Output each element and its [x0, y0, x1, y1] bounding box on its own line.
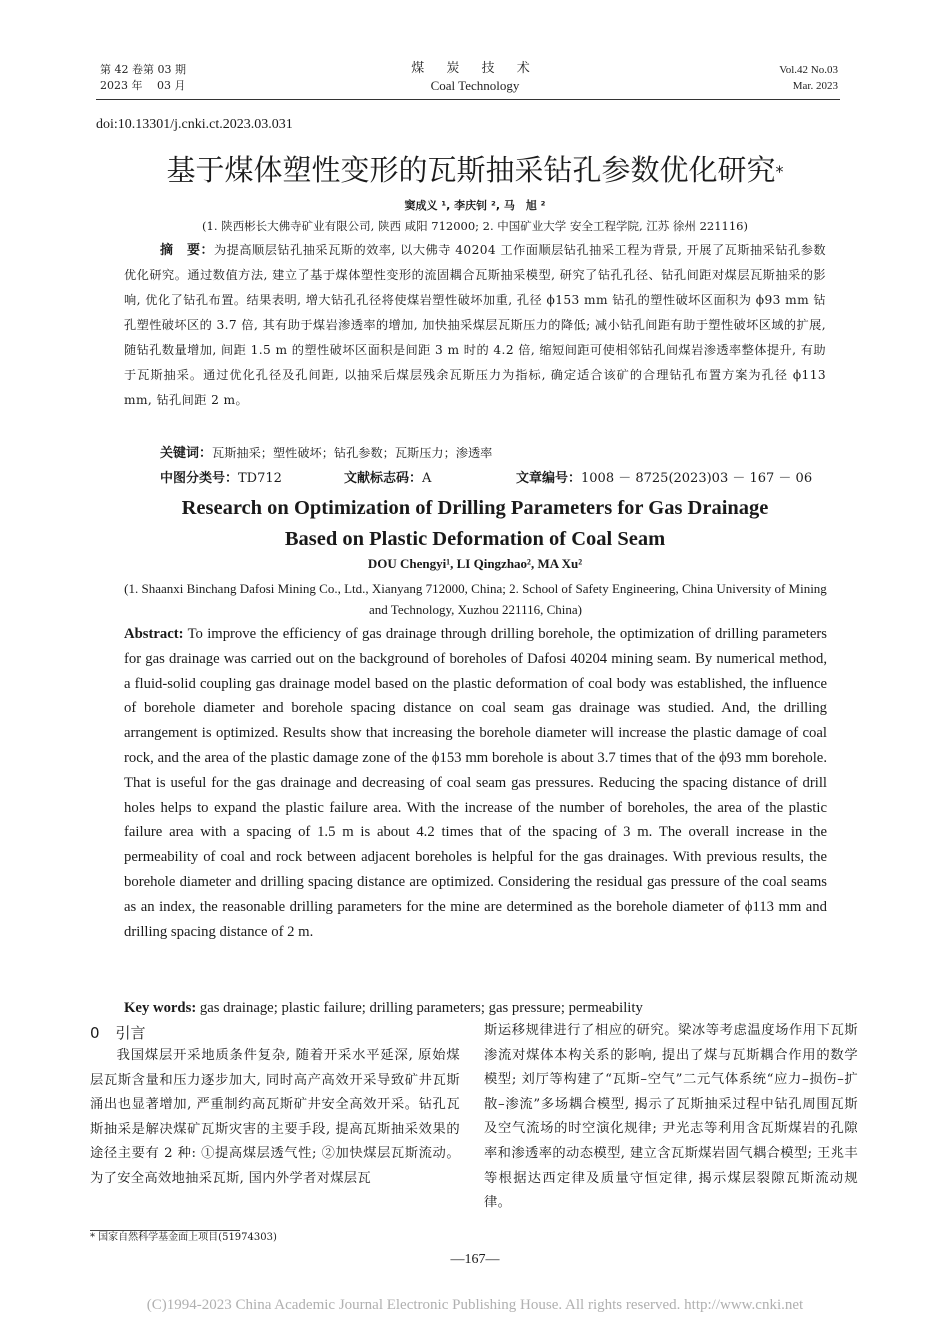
volume-issue-en: Vol.42 No.03 [779, 64, 838, 76]
keywords-cn-label: 关键词： [160, 446, 213, 461]
header-divider [96, 99, 840, 100]
authors-en: DOU Chengyi¹, LI Qingzhao², MA Xu² [367, 556, 583, 571]
authors-cn: 窦成义 ¹, 李庆钊 ², 马 旭 ² [404, 199, 546, 212]
paper-title-en-line2: Based on Plastic Deformation of Coal Seam [284, 528, 666, 550]
journal-name-en: Coal Technology [430, 78, 520, 93]
article-label: 文章编号： [516, 471, 582, 486]
intro-paragraph-left: 我国煤层开采地质条件复杂, 随着开采水平延深, 原始煤层瓦斯含量和压力逐步加大, 同时高产高效开采导致矿井瓦斯涌出也显著增加, 严重制约高瓦斯矿井安全高效开采。钻孔瓦斯抽采是解决煤矿瓦斯灾害的主要手段, 提高瓦斯抽采效果的途径主要有 2 种: ①提高煤层透气性; ②加快煤层瓦斯流动。为了安全高效地抽采瓦斯, 国内外学者对煤层瓦 [90, 1048, 460, 1186]
keywords-en-label: Key words: [124, 1000, 197, 1016]
year-month: 2023 年 03 月 [100, 79, 186, 92]
clc-value: TD712 [238, 471, 282, 486]
journal-name-cn: 煤 炭 技 术 [411, 61, 539, 76]
affiliation-cn: (1. 陕西彬长大佛寺矿业有限公司, 陕西 咸阳 712000; 2. 中国矿业大学 安全工程学院, 江苏 徐州 221116) [202, 219, 748, 233]
doc-label: 文献标志码： [344, 471, 423, 486]
section-number: 0 [90, 1024, 100, 1042]
abstract-cn-label: 摘 要： [160, 243, 214, 258]
abstract-en-text: To improve the efficiency of gas drainage through drilling borehole, the optimization of drilling parameters for gas drainage was carried out on the background of boreholes of Dafosi 40204 mining seam. By numerical method, a fluid-solid coupling gas drainage model based on the plastic deformation of coal body was established, the influence of borehole diameter and borehole spacing distance on coal seam gas drainage was studied. And, the drilling arrangement is optimized. Results show that increasing the borehole diameter will increase the plastic damage of coal rock, and the area of the plastic damage zone of the ϕ153 mm borehole is about 3.7 times that of the ϕ93 mm borehole. That is useful for the gas drainage and decreasing of coal seam gas pressures. Reducing the spacing distance of drill holes helps to expand the plastic failure area. With the increase of the number of boreholes, the area of the plastic failure area with a spacing of 1.5 m is about 4.2 times that of the spacing of 3 m. The overall increase in the permeability of coal and rock between adjacent boreholes is helpful for the gas drainages. With previous results, the borehole diameter and drilling spacing distance are optimized. Considering the residual gas pressure of the coal seams as an index, the reasonable drilling parameters for the mine are determined as the borehole diameter of ϕ113 mm and drilling spacing distance of 2 m. [124, 626, 827, 940]
article-number [516, 468, 812, 490]
keywords-cn-text: 瓦斯抽采；塑性破坏；钻孔参数；瓦斯压力；渗透率 [212, 446, 493, 460]
abstract-en-label: Abstract: [124, 626, 184, 642]
volume-issue: 第 42 卷第 03 期 [100, 63, 186, 76]
funding-mark: * [775, 162, 784, 181]
clc-label: 中图分类号： [160, 471, 239, 486]
copyright-watermark: (C)1994-2023 China Academic Journal Electronic Publishing House. All rights reserved. http://www.cnki.net [146, 1297, 804, 1313]
section-title: 引言 [115, 1024, 146, 1042]
page-number: —167— [450, 1252, 500, 1267]
paper-title-cn-text: 基于煤体塑性变形的瓦斯抽采钻孔参数优化研究 [166, 153, 776, 187]
abstract-en [124, 622, 827, 944]
journal-volume-info-en [779, 62, 838, 94]
intro-paragraph-right: 斯运移规律进行了相应的研究。梁冰等考虑温度场作用下瓦斯渗流对煤体本构关系的影响, 提出了煤与瓦斯耦合作用的数学模型; 刘厅等构建了“瓦斯–空气”二元气体系统“应力–损伤–扩散–渗流”多场耦合模型, 揭示了瓦斯抽采过程中钻孔周围瓦斯及空气流场的时空演化规律; 尹光志等利用含瓦斯煤岩的孔隙率和渗透率的动态模型, 建立含瓦斯煤岩固气耦合模型; 王兆丰等根据达西定律及质量守恒定律, 揭示煤层裂隙瓦斯流动规律。 [484, 1023, 858, 1211]
paper-title-cn [60, 150, 890, 190]
abstract-cn-text: 为提高顺层钻孔抽采瓦斯的效率, 以大佛寺 40204 工作面顺层钻孔抽采工程为背景, 开展了瓦斯抽采钻孔参数优化研究。通过数值方法, 建立了基于煤体塑性变形的流固耦合瓦斯抽采模型, 研究了钻孔孔径、钻孔间距对煤层瓦斯抽采的影响, 优化了钻孔布置。结果表明, 增大钻孔孔径将使煤岩塑性破坏加重, 孔径 ϕ153 mm 钻孔的塑性破坏区面积为 ϕ93 mm 钻孔塑性破坏区的 3.7 倍, 其有助于煤岩渗透率的增加, 加快抽采煤层瓦斯压力的降低; 减小钻孔间距有助于塑性破坏区域的扩展, 随钻孔数量增加, 间距 1.5 m 的塑性破坏区面积是间距 3 m 时的 4.2 倍, 缩短间距可使相邻钻孔间煤岩渗透率整体提升, 有助于瓦斯抽采。通过优化孔径及孔间距, 以抽采后煤层残余瓦斯压力为指标, 确定适合该矿的合理钻孔布置方案为孔径 ϕ113 mm, 钻孔间距 2 m。 [124, 243, 826, 407]
keywords-cn [160, 442, 492, 465]
body-column-left [90, 1044, 460, 1192]
section-heading-introduction [90, 1022, 146, 1043]
funding-footnote: * 国家自然科学基金面上项目(51974303) [90, 1232, 277, 1243]
document-code [344, 468, 431, 490]
body-column-right [484, 1019, 858, 1216]
keywords-en [124, 997, 643, 1019]
paper-title-en [100, 493, 850, 555]
journal-volume-info [100, 62, 186, 94]
abstract-cn [124, 238, 826, 413]
article-value: 1008 － 8725(2023)03 － 167 － 06 [581, 471, 813, 486]
paper-title-en-line1: Research on Optimization of Drilling Parameters for Gas Drainage [181, 497, 769, 519]
journal-name [375, 60, 575, 94]
clc-number [160, 468, 282, 490]
affiliation-en: (1. Shaanxi Binchang Dafosi Mining Co., Ltd., Xianyang 712000, China; 2. School of Safety Engineering, China University of Mining and Technology, Xuzhou 221116, China) [124, 581, 827, 617]
year-month-en: Mar. 2023 [792, 80, 838, 92]
doc-value: A [422, 471, 432, 486]
doi-link[interactable]: doi:10.13301/j.cnki.ct.2023.03.031 [96, 117, 293, 132]
keywords-en-text: gas drainage; plastic failure; drilling parameters; gas pressure; permeability [199, 1000, 643, 1016]
